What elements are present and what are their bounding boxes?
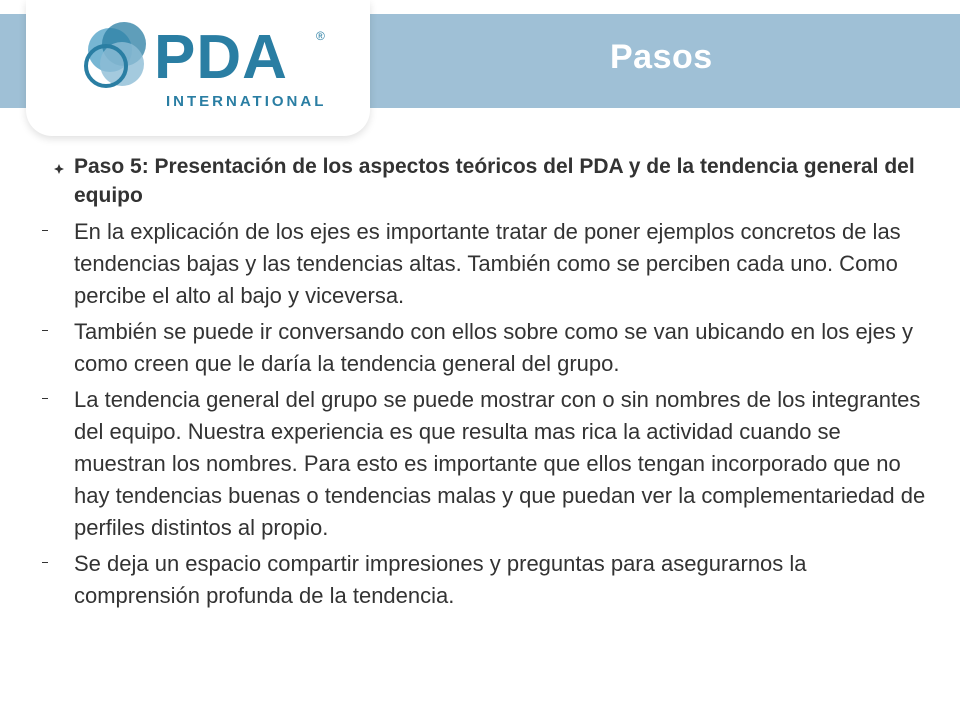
bullet-item xyxy=(40,548,935,612)
logo-wordmark: PDA xyxy=(154,23,288,92)
step-heading xyxy=(40,152,935,210)
bullet-text: En la explicación de los ejes es importante tratar de poner ejemplos concretos de las tendencias bajas y las tendencias altas. También como se perciben cada uno. Como percibe el alto al bajo y viceversa. xyxy=(74,219,901,308)
step-heading-text: Paso 5: Presentación de los aspectos teóricos del PDA y de la tendencia general del equipo xyxy=(74,155,915,207)
bullet-text: La tendencia general del grupo se puede mostrar con o sin nombres de los integrantes del equipo. Nuestra experiencia es que resulta mas rica la actividad cuando se muestran los nombres. Para esto es importante que ellos tengan incorporado que no hay tendencias buenas o tendencias malas y que puedan ver la complementariedad de perfiles distintos al propio. xyxy=(74,387,926,540)
bullet-item xyxy=(40,384,935,544)
logo-subtitle: INTERNATIONAL xyxy=(166,93,327,110)
registered-mark: ® xyxy=(316,29,325,43)
pda-international-logo xyxy=(66,14,336,114)
dash-bullet-icon xyxy=(42,230,48,231)
bullet-text: También se puede ir conversando con ellos sobre como se van ubicando en los ejes y como creen que le daría la tendencia general del grupo. xyxy=(74,319,913,376)
dash-bullet-icon xyxy=(42,562,48,563)
bullet-text: Se deja un espacio compartir impresiones y preguntas para asegurarnos la comprensión profunda de la tendencia. xyxy=(74,551,807,608)
slide-title: Pasos xyxy=(610,38,713,76)
diamond-bullet-icon xyxy=(54,164,64,174)
bullet-item xyxy=(40,216,935,312)
logo-card xyxy=(26,0,370,136)
overlapping-circles-icon xyxy=(86,22,146,86)
bullet-item xyxy=(40,316,935,380)
slide-content xyxy=(40,152,935,616)
dash-bullet-icon xyxy=(42,330,48,331)
dash-bullet-icon xyxy=(42,398,48,399)
